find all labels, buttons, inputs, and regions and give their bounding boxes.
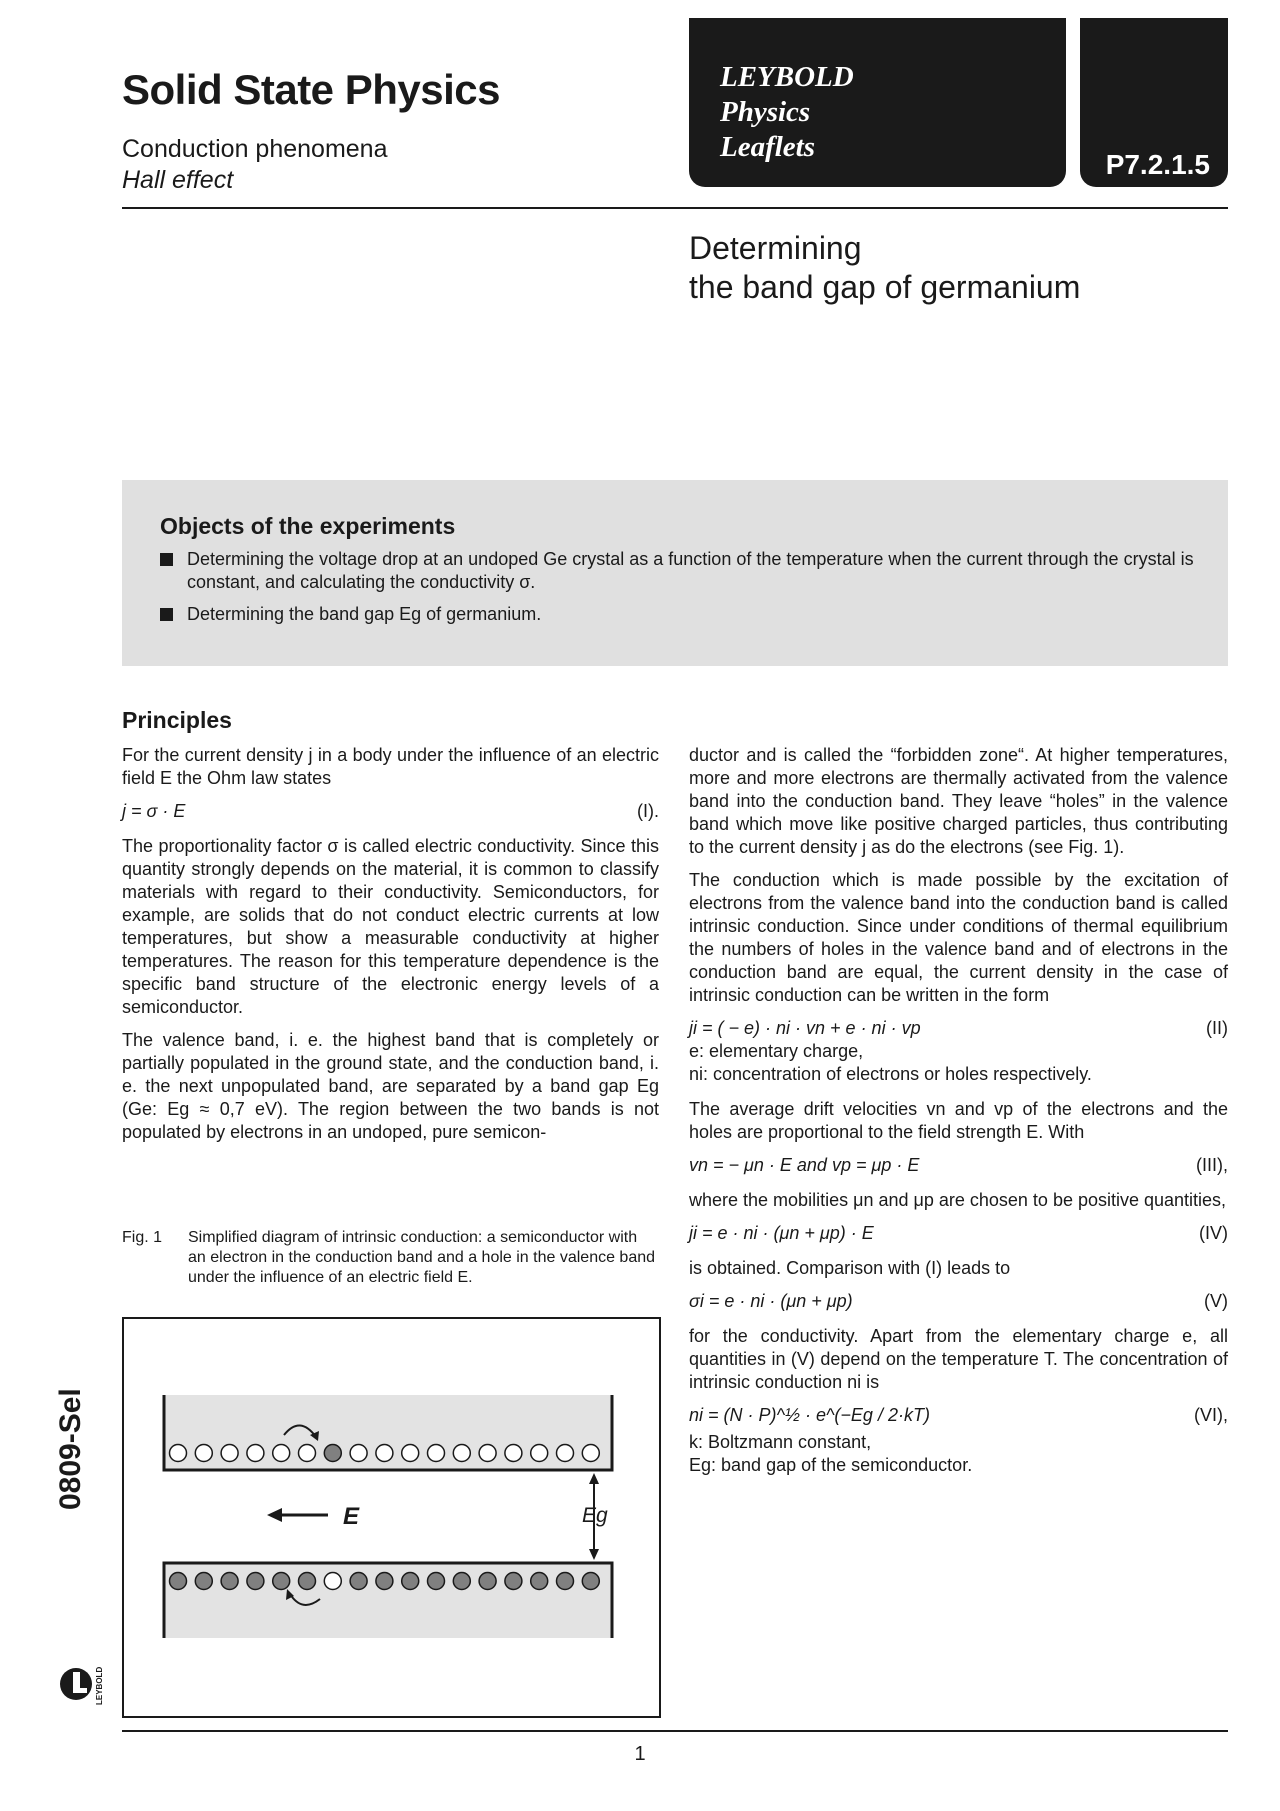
equation-number: (VI), [1194,1405,1228,1425]
topic-line: the band gap of germanium [689,269,1081,305]
conduction-state [170,1445,187,1462]
equation-text: j = σ · E [122,801,186,821]
field-label: E [343,1503,360,1530]
leybold-logo-icon [56,1660,108,1708]
field-arrow-head [267,1508,282,1522]
valence-state [582,1573,599,1590]
figure-caption-text: Simplified diagram of intrinsic conduction: a semiconductor with an electron in the conduction band and a hole in the valence band under the influence of an electric field E. [188,1229,656,1286]
conduction-state-special [324,1445,341,1462]
valence-state [376,1573,393,1590]
equation-text: vn = − μn · E and vp = μp · E [689,1155,920,1175]
equation-number: (III), [1196,1155,1228,1175]
figure-caption [122,1228,659,1288]
valence-state [531,1573,548,1590]
equation-text: ni = (N · P)^½ · e^(−Eg / 2·kT) [689,1405,930,1425]
conduction-state [376,1445,393,1462]
valence-state [273,1573,290,1590]
valence-state [350,1573,367,1590]
figure-1 [122,1317,661,1718]
paragraph: for the conductivity. Apart from the elementary charge e, all quantities in (V) depend on the temperature T. The concentration of intrinsic conduction ni is [689,1326,1228,1392]
equation-6 [689,1404,1228,1427]
valence-state [247,1573,264,1590]
equation-5 [689,1290,1228,1313]
valence-state [479,1573,496,1590]
valence-state [557,1573,574,1590]
valence-state [402,1573,419,1590]
equation-text: σi = e · ni · (μn + μp) [689,1291,853,1311]
equation-3 [689,1154,1228,1177]
left-column [122,744,659,1154]
band-diagram [124,1319,659,1716]
valence-state [505,1573,522,1590]
equation-2 [689,1017,1228,1040]
page-number: 1 [634,1743,646,1765]
leybold-logo [56,1660,108,1708]
definition: Eg: band gap of the semiconductor. [689,1455,973,1475]
valence-state [428,1573,445,1590]
equation-4 [689,1222,1228,1245]
valence-state-special [324,1573,341,1590]
page-title: Solid State Physics [122,66,500,113]
subtitle-subtopic: Hall effect [122,166,234,194]
valence-state [195,1573,212,1590]
paragraph: The average drift velocities vn and vp of the electrons and the holes are proportional to the field strength E. With [689,1099,1228,1142]
conduction-state [557,1445,574,1462]
brand-line: Physics [720,96,811,128]
band-gap-arrow-top [589,1473,599,1484]
conduction-band-states [170,1445,600,1462]
definition: e: elementary charge, [689,1041,864,1061]
definition: k: Boltzmann constant, [689,1432,872,1452]
conduction-state [453,1445,470,1462]
brand-box [689,18,1066,187]
figure-label: Fig. 1 [122,1229,163,1246]
valence-state [453,1573,470,1590]
paragraph: ductor and is called the “forbidden zone“. At higher temperatures, more and more electrons are thermally activated from the valence band into the conduction band. They leave “holes” in the valence band which move like positive charged particles, thus contributing to the current density j as do the electrons (see Fig. 1). [689,745,1228,857]
brand-line: Leaflets [720,131,816,163]
paragraph: The conduction which is made possible by the excitation of electrons from the valence band into the conduction band is called intrinsic conduction. Since under conditions of thermal equilibrium the numbers of holes in the valence band and of electrons in the conduction band are equal, the current density in the case of intrinsic conduction can be written in the form [689,870,1228,1005]
list-item: Determining the voltage drop at an undoped Ge crystal as a function of the temperature when the current through the crystal is constant, and calculating the conductivity σ. [160,548,1208,594]
valence-state [170,1573,187,1590]
leaflet-code-box [1080,18,1228,187]
equation-text: ji = ( − e) · ni · vn + e · ni · vp [689,1018,921,1038]
conduction-state [582,1445,599,1462]
equation-number: (V) [1204,1291,1228,1311]
header-divider [122,207,1228,209]
conduction-state [350,1445,367,1462]
conduction-state [273,1445,290,1462]
conduction-state [221,1445,238,1462]
objects-box [122,480,1228,666]
subtitle [122,134,387,196]
conduction-state [479,1445,496,1462]
definition: ni: concentration of electrons or holes respectively. [689,1064,1092,1084]
conduction-state [505,1445,522,1462]
brand-line: LEYBOLD [720,61,854,93]
conduction-state [195,1445,212,1462]
band-gap-label: Eg [582,1504,608,1527]
conduction-state [247,1445,264,1462]
conduction-state [531,1445,548,1462]
band-gap-arrow-bottom [589,1549,599,1560]
logo-text: LEYBOLD [95,1666,104,1705]
equation-number: (II) [1206,1018,1228,1038]
principles-heading: Principles [122,707,232,733]
conduction-state [402,1445,419,1462]
list-item: Determining the band gap Eg of germanium. [160,603,1208,626]
conduction-state [428,1445,445,1462]
paragraph: For the current density j in a body under the influence of an electric field E the Ohm law states [122,745,659,788]
paragraph: The proportionality factor σ is called electric conductivity. Since this quantity strongly depends on the material, it is common to classify materials with regard to their conductivity. Semiconductors, for example, are solids that do not conduct electric currents at low temperatures, but show a measurable conductivity at higher temperatures. The reason for this temperature dependence is the specific band structure of the electronic energy levels of a semiconductor. [122,836,659,1017]
equation-1 [122,800,659,823]
topic-line: Determining [689,230,862,266]
valence-state [221,1573,238,1590]
objects-heading: Objects of the experiments [160,513,456,539]
objects-list [160,548,1208,635]
experiment-topic [689,229,1080,307]
footer-divider [122,1730,1228,1732]
paragraph: The valence band, i. e. the highest band that is completely or partially populated in the ground state, and the conduction band, i. e. the next unpopulated band, are separated by a band gap Eg (Ge: Eg ≈ 0,7 eV). The region between the two bands is not populated by electrons in an undoped, pure semicon- [122,1030,659,1142]
paragraph: where the mobilities μn and μp are chosen to be positive quantities, [689,1190,1227,1210]
equation-number: (I). [637,801,659,821]
equation-text: ji = e · ni · (μn + μp) · E [689,1223,874,1243]
leaflet-code: P7.2.1.5 [1105,149,1210,180]
right-column [689,744,1228,1489]
equation-number: (IV) [1199,1223,1228,1243]
conduction-state [299,1445,316,1462]
subtitle-topic: Conduction phenomena [122,135,388,163]
side-code: 0809-Sel [54,1388,87,1510]
valence-band-states [170,1573,600,1590]
paragraph: is obtained. Comparison with (I) leads to [689,1258,1011,1278]
valence-state [299,1573,316,1590]
